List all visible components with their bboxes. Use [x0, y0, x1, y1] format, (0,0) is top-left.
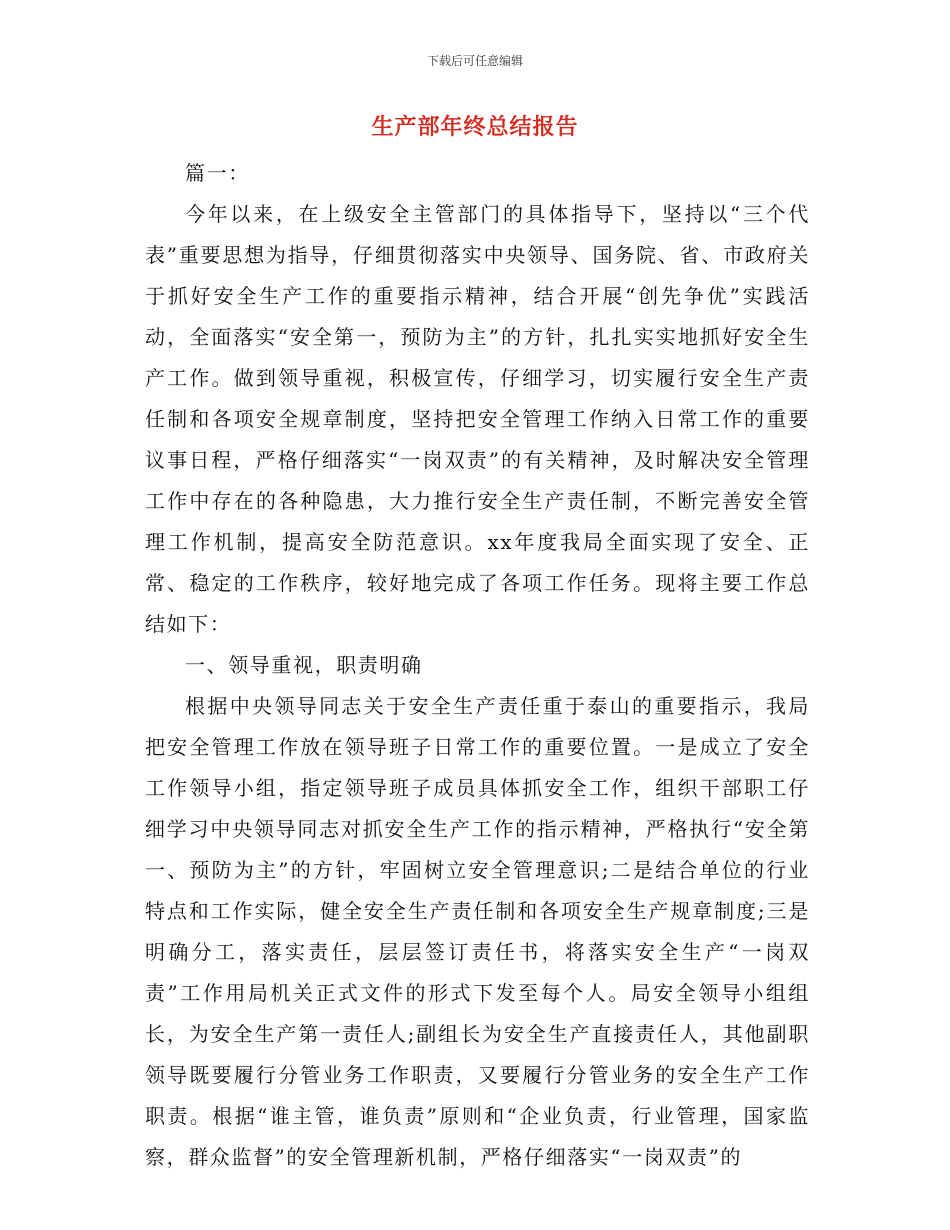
document-body	[145, 153, 810, 1178]
header-note: 下载后可任意编辑	[426, 54, 523, 68]
body-paragraph: 今年以来，在上级安全主管部门的具体指导下，坚持以“三个代表”重要思想为指导，仔细贯彻落实中央领导、国务院、省、市政府关于抓好安全生产工作的重要指示精神，结合开展“创先争优”实践活动，全面落实“安全第一，预防为主”的方针，扎扎实实地抓好安全生产工作。做到领导重视，积极宣传，仔细学习，切实履行安全生产责任制和各项安全规章制度，坚持把安全管理工作纳入日常工作的重要议事日程，严格仔细落实“一岗双责”的有关精神，及时解决安全管理工作中存在的各种隐患，大力推行安全生产责任制，不断完善安全管理工作机制，提高安全防范意识。xx年度我局全面实现了安全、正常、稳定的工作秩序，较好地完成了各项工作任务。现将主要工作总结如下：	[145, 202, 810, 636]
section-heading: 一、领导重视，职责明确	[185, 653, 423, 677]
document-title: 生产部年终总结报告	[371, 115, 579, 140]
section-label: 篇一：	[185, 161, 250, 185]
body-paragraph: 根据中央领导同志关于安全生产责任重于泰山的重要指示，我局把安全管理工作放在领导班子日常工作的重要位置。一是成立了安全工作领导小组，指定领导班子成员具体抓安全工作，组织干部职工仔细学习中央领导同志对抓安全生产工作的指示精神，严格执行“安全第一、预防为主”的方针，牢固树立安全管理意识;二是结合单位的行业特点和工作实际，健全安全生产责任制和各项安全生产规章制度;三是明确分工，落实责任，层层签订责任书，将落实安全生产“一岗双责”工作用局机关正式文件的形式下发至每个人。局安全领导小组组长，为安全生产第一责任人;副组长为安全生产直接责任人，其他副职领导既要履行分管业务工作职责，又要履行分管业务的安全生产工作职责。根据“谁主管，谁负责”原则和“企业负责，行业管理，国家监察，群众监督”的安全管理新机制，严格仔细落实“一岗双责”的	[145, 694, 810, 1169]
